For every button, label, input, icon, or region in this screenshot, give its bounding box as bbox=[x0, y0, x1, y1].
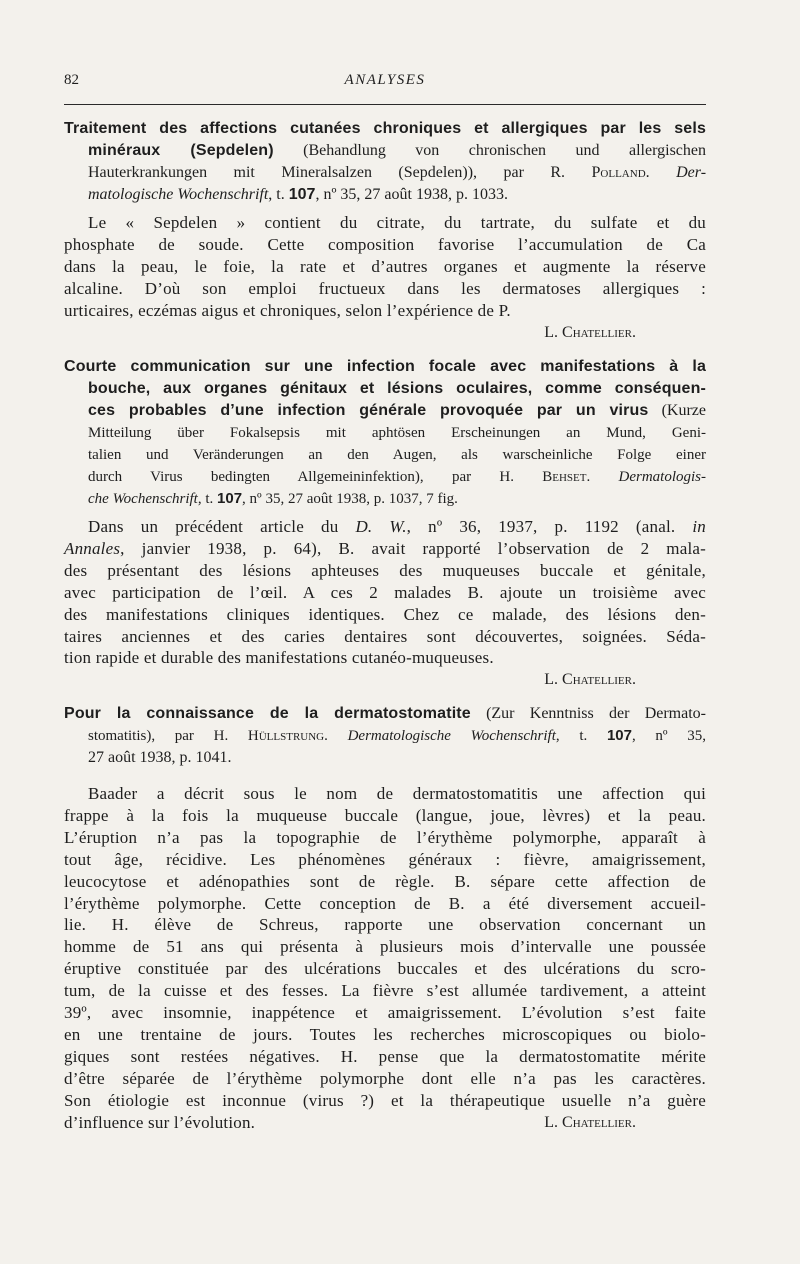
body-line: 39º, avec insomnie, inappétence et amaigrissement. L’évolution s’est faite bbox=[64, 1003, 706, 1023]
article-dermatostomatite bbox=[64, 703, 706, 1134]
body-line: homme de 51 ans qui présenta à plusieurs mois d’intervalle une poussée bbox=[64, 937, 706, 957]
body-line: Baader a décrit sous le nom de dermatostomatitis une affection qui bbox=[88, 784, 706, 803]
body-line: L’éruption n’a pas la topographie de l’érythème polymorphe, apparaît à bbox=[64, 827, 706, 847]
article-title: bouche, aux organes génitaux et lésions oculaires, comme conséquen- bbox=[88, 380, 706, 397]
article-sepdelen bbox=[64, 118, 706, 344]
signature: L. Chatellier. bbox=[544, 1113, 636, 1131]
volume-number: 107 bbox=[606, 727, 632, 744]
page-number: 82 bbox=[64, 72, 79, 88]
body-line: Dans un précédent article du D. W., nº 36, 1937, p. 1192 (anal. in bbox=[88, 517, 706, 536]
article-title: Pour la connaissance de la dermatostomatite bbox=[64, 705, 471, 722]
running-head bbox=[64, 72, 706, 94]
body-line: lie. H. élève de Schreus, rapporte une observation concernant un bbox=[64, 915, 706, 935]
body-line: tout âge, récidive. Les phénomènes généraux : fièvre, amaigrissement, bbox=[64, 849, 706, 869]
article-body bbox=[64, 783, 706, 1134]
article-title: Courte communication sur une infection focale avec manifestations à la bbox=[64, 358, 706, 375]
article-title: Traitement des affections cutanées chroniques et allergiques par les sels bbox=[64, 120, 706, 137]
header-title: ANALYSES bbox=[344, 72, 426, 88]
article-title: ces probables d’une infection générale provoquée par un virus bbox=[88, 402, 649, 419]
article-heading: Traitement des affections cutanées chroniques et allergiques par les sels minéraux (Sepdelen) (Behandlung von chronischen und allergischen Hauterkrankungen mit Mineralsalzen (Sepdelen)), par R. Polland. Der- matologische Wochenschrift, t. 107, nº 35, 27 août 1938, p. 1033. bbox=[64, 120, 707, 203]
article-heading: Pour la connaissance de la dermatostomatite (Zur Kenntniss der Dermato- stomatitis), par H. Hüllstrung. Dermatologische Wochenschrift, t. 107, nº 35, 27 août 1938, p. 1041. bbox=[64, 705, 707, 766]
body-line: en une trentaine de jours. Toutes les recherches microscopiques ou biolo- bbox=[64, 1024, 706, 1044]
body-line: dans la peau, le foie, la rate et d’autres organes et augmente la réserve bbox=[64, 256, 706, 276]
author-name: Hüllstrung bbox=[247, 728, 325, 744]
body-line: tum, de la cuisse et des fesses. La fièvre s’est allumée tardivement, a atteint bbox=[64, 981, 706, 1001]
body-line: éruptive constituée par des ulcérations buccales et des ulcérations du scro- bbox=[64, 959, 706, 979]
signature: L. Chatellier. bbox=[544, 671, 636, 689]
article-title: minéraux (Sepdelen) bbox=[88, 142, 274, 159]
body-line: des manifestations cliniques identiques. Chez ce malade, des lésions den- bbox=[64, 604, 706, 624]
journal-name: matologische Wochenschrift bbox=[88, 186, 269, 203]
header-rule bbox=[64, 104, 706, 105]
body-line: urticaires, eczémas aigus et chroniques, selon l’expérience de P. bbox=[64, 300, 511, 320]
body-line: alcaline. D’où son emploi fructueux dans les dermatoses allergiques : bbox=[64, 278, 706, 298]
body-line: d’être séparée de l’érythème polymorphe dont elle n’a pas les caractères. bbox=[64, 1068, 706, 1088]
body-line: leucocytose et adénopathies sont de règle. B. sépare cette affection de bbox=[64, 871, 706, 891]
body-line: taires anciennes et des caries dentaires sont découvertes, soignées. Séda- bbox=[64, 626, 706, 646]
body-line: tion rapide et durable des manifestations cutanéo-muqueuses. bbox=[64, 648, 494, 668]
article-body bbox=[64, 212, 706, 322]
article-focal-infection bbox=[64, 356, 706, 691]
volume-number: 107 bbox=[217, 490, 243, 507]
body-line: giques sont restées négatives. H. pense que la dermatostomatite mérite bbox=[64, 1046, 706, 1066]
author-name: Behset bbox=[542, 469, 587, 485]
body-line: Annales, janvier 1938, p. 64), B. avait rapporté l’observation de 2 mala- bbox=[64, 538, 706, 558]
body-line: d’influence sur l’évolution. bbox=[64, 1112, 256, 1132]
journal-name: Dermatologis- bbox=[618, 469, 707, 485]
signature: L. Chatellier. bbox=[544, 323, 636, 341]
article-body bbox=[64, 516, 706, 669]
body-line: Son étiologie est inconnue (virus ?) et la thérapeutique usuelle n’a guère bbox=[64, 1090, 706, 1110]
article-heading: Courte communication sur une infection focale avec manifestations à la bouche, aux organes génitaux et lésions oculaires, comme conséquen- ces probables d’une infection générale provoquée par un virus (Kurze Mitteilung über Fokalsepsis mit aphtösen Erscheinungen an Mund, Geni- talien und Veränderungen an den Augen, als warscheinliche Folge einer durch Virus bedingten Allgemeininfektion), par H. Behset. Dermatologis- che Wochenschrift, t. 107, nº 35, 27 août 1938, p. 1037, 7 fig. bbox=[64, 358, 707, 507]
journal-name: che Wochenschrift bbox=[88, 491, 198, 507]
body-line: frappe à la fois la muqueuse buccale (langue, joue, lèvres) et la peau. bbox=[64, 805, 706, 825]
author-name: Polland bbox=[591, 164, 646, 181]
journal-name: Der- bbox=[676, 164, 707, 181]
body-line: Le « Sepdelen » contient du citrate, du tartrate, du sulfate et du bbox=[88, 213, 706, 232]
journal-name: Dermatologische Wochenschrift bbox=[347, 728, 556, 744]
volume-number: 107 bbox=[288, 186, 316, 203]
body-line: phosphate de soude. Cette composition favorise l’accumulation de Ca bbox=[64, 234, 706, 254]
body-line: l’érythème polymorphe. Cette conception de B. a été diversement accueil- bbox=[64, 893, 706, 913]
body-line: avec participation de l’œil. A ces 2 malades B. ajoute un troisième avec bbox=[64, 582, 706, 602]
final-line bbox=[64, 1112, 706, 1134]
body-line: des présentant des lésions aphteuses des muqueuses buccale et génitale, bbox=[64, 560, 706, 580]
